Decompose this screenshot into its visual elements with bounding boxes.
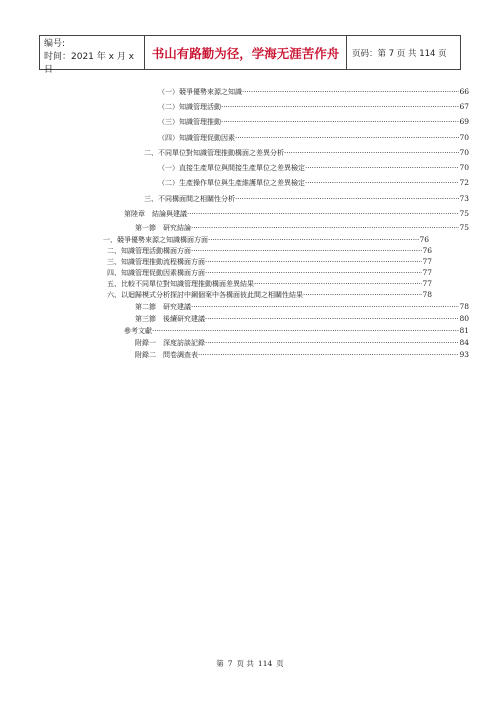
toc-entry-page: 80 — [459, 314, 469, 323]
toc-entry-page: 93 — [459, 350, 469, 359]
toc-entry — [158, 101, 469, 112]
toc-leader-dots — [205, 338, 459, 349]
toc-entry-page: 78 — [459, 302, 469, 311]
toc-entry-page: 77 — [422, 257, 432, 266]
toc-entry — [107, 289, 432, 300]
toc-leader-dots — [305, 163, 459, 174]
toc-entry-page: 67 — [459, 102, 469, 111]
toc-entry-page: 77 — [422, 279, 432, 288]
toc-entry-title: 六、以迴歸模式分析探討中鋼個案中各構面彼此間之相關性結果 — [107, 291, 303, 299]
toc-entry-title: 參考文獻 — [124, 327, 152, 335]
toc-entry-title: 四、知識管理促動因素構面方面 — [107, 269, 205, 277]
toc-entry-page: 75 — [459, 223, 469, 232]
toc-leader-dots — [303, 290, 422, 301]
toc-entry — [103, 234, 429, 245]
footer-total-pages: 114 — [257, 659, 273, 668]
toc-entry-title: （一）直接生產單位與間接生產單位之差異檢定 — [158, 164, 305, 172]
toc-entry-title: 附錄二 問卷調查表 — [135, 351, 198, 359]
toc-entry-page: 70 — [459, 148, 469, 157]
toc-entry-title: 第二節 研究建議 — [135, 303, 191, 311]
toc-entry-title: 二、不同單位對知識管理推動構面之差異分析 — [144, 149, 284, 157]
toc-leader-dots — [152, 326, 459, 337]
toc-entry — [107, 267, 432, 278]
toc-entry-page: 70 — [459, 163, 469, 172]
toc-entry-page: 76 — [419, 235, 429, 244]
toc-entry-title: 一、競爭優勢來源之知識構面方面 — [103, 236, 208, 244]
toc-entry-title: 第陸章 結論與建議 — [124, 210, 187, 218]
toc-leader-dots — [305, 178, 459, 189]
toc-leader-dots — [235, 133, 459, 144]
toc-entry-page: 72 — [459, 178, 469, 187]
toc-leader-dots — [221, 102, 459, 113]
toc-entry-title: 附錄一 深度訪談記錄 — [135, 339, 205, 347]
toc-entry — [158, 177, 469, 188]
toc-entry — [135, 349, 469, 360]
toc-entry-page: 81 — [459, 326, 469, 335]
toc-leader-dots — [191, 223, 459, 234]
toc-entry — [107, 278, 432, 289]
toc-entry-title: （二）知識管理活動 — [158, 103, 221, 111]
footer-current-page: 7 — [227, 659, 233, 668]
toc-entry-page: 78 — [422, 290, 432, 299]
date-label: 时间：2021 年 x 月 x 日 — [44, 52, 135, 75]
toc-entry — [107, 245, 432, 256]
toc-entry-page: 73 — [459, 194, 469, 203]
toc-entry-page: 70 — [459, 133, 469, 142]
toc-entry-title: 二、知識管理活動構面方面 — [107, 247, 191, 255]
page-footer — [0, 658, 500, 669]
toc-entry — [135, 313, 469, 324]
toc-entry — [158, 86, 469, 97]
toc-leader-dots — [221, 117, 459, 128]
toc-entry-page: 77 — [422, 268, 432, 277]
toc-leader-dots — [205, 314, 459, 325]
toc-entry — [144, 193, 469, 204]
toc-entry-title: （一）競爭優勢來源之知識 — [158, 88, 242, 96]
toc-entry — [144, 147, 469, 158]
toc-entry — [124, 325, 469, 336]
toc-entry-page: 66 — [459, 87, 469, 96]
toc-entry — [135, 222, 469, 233]
toc-leader-dots — [187, 209, 459, 220]
toc-leader-dots — [235, 194, 459, 205]
toc-entry — [158, 132, 469, 143]
toc-entry-title: 三、不同構面間之相關性分析 — [144, 195, 235, 203]
toc-leader-dots — [198, 350, 459, 361]
footer-suffix: 页 — [276, 659, 284, 668]
toc-entry — [158, 116, 469, 127]
footer-middle: 页 共 — [236, 659, 254, 668]
toc-entry-page: 84 — [459, 338, 469, 347]
page-info: 页码：第 7 页 共 114 页 — [352, 48, 447, 59]
toc-entry-title: （二）生產操作單位與生產維護單位之差異檢定 — [158, 179, 305, 187]
code-label: 编号: — [44, 39, 66, 49]
toc-entry-page: 69 — [459, 117, 469, 126]
toc-entry-title: 三、知識管理推動流程構面方面 — [107, 258, 205, 266]
toc-entry-page: 75 — [459, 209, 469, 218]
toc-entry-title: 第一節 研究結論 — [135, 224, 191, 232]
toc-leader-dots — [242, 87, 459, 98]
toc-entry — [107, 256, 432, 267]
toc-entry — [135, 337, 469, 348]
motto-text: 书山有路勤为径，学海无涯苦作舟 — [151, 45, 340, 61]
toc-entry-title: （三）知識管理推動 — [158, 118, 221, 126]
toc-entry-title: （四）知識管理促動因素 — [158, 134, 235, 142]
toc-leader-dots — [284, 148, 459, 159]
toc-leader-dots — [191, 302, 459, 313]
toc-entry — [124, 208, 469, 219]
toc-entry-title: 五、比較不同單位對知識管理推動構面差異結果 — [107, 280, 254, 288]
footer-prefix: 第 — [216, 659, 224, 668]
toc-entry — [158, 162, 469, 173]
toc-entry-title: 第三節 後續研究建議 — [135, 315, 205, 323]
toc-entry-page: 76 — [422, 246, 432, 255]
toc-entry — [135, 301, 469, 312]
